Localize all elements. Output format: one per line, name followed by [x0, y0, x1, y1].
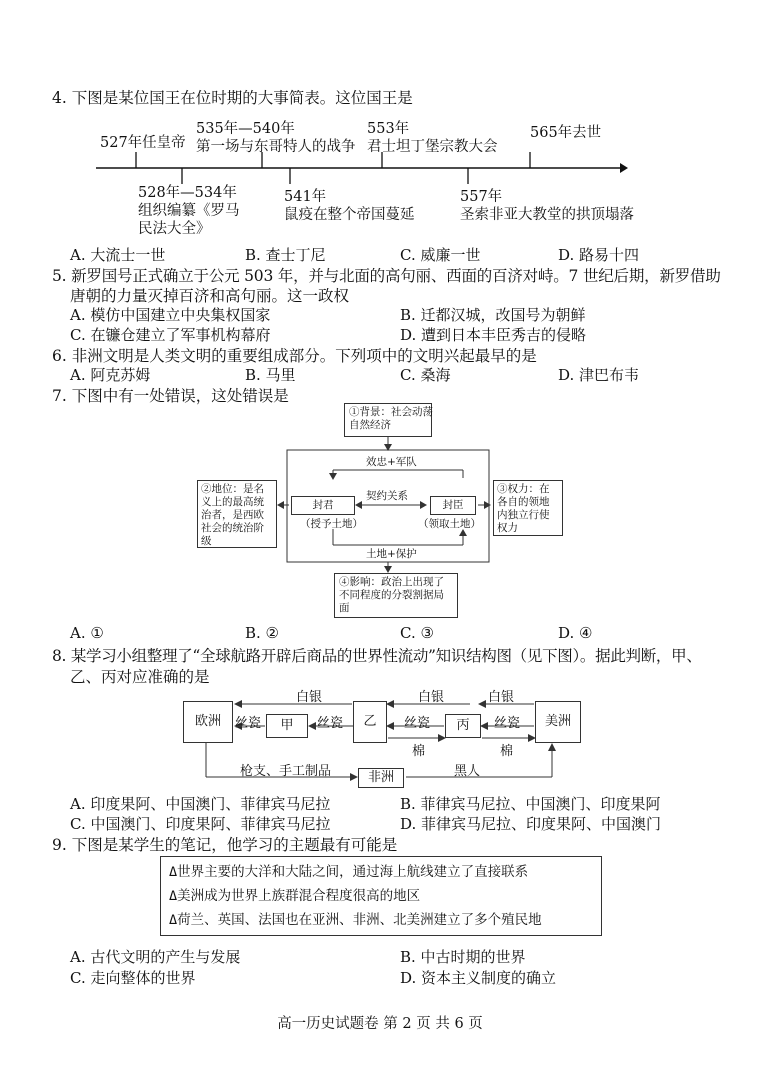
- q6-stem: 6. 非洲文明是人类文明的重要组成部分。下列项中的文明兴起最早的是: [52, 347, 537, 365]
- q8-stem-line1: 8. 某学习小组整理了“全球航路开辟后商品的世界性流动”知识结构图（见下图）。据此判断，甲、: [52, 647, 702, 665]
- q9-note-1: Δ世界主要的大洋和大陆之间，通过海上航线建立了直接联系: [169, 864, 529, 880]
- q4-option-c[interactable]: C. 威廉一世: [400, 246, 481, 264]
- label-cotton-1: 棉: [412, 744, 426, 759]
- q5-option-b[interactable]: B. 迁都汉城，改国号为朝鲜: [400, 306, 586, 324]
- label-silver-1: 白银: [296, 690, 323, 705]
- event-528: 528年—534年 组织编纂《罗马 民法大全》: [138, 185, 240, 237]
- q7-option-b[interactable]: B. ②: [245, 624, 280, 642]
- q4-stem: 4. 下图是某位国王在位时期的大事简表。这位国王是: [52, 89, 413, 107]
- label-land: 土地+保护: [366, 548, 417, 560]
- event-565: 565年去世: [530, 125, 602, 141]
- q9-notes-box: [160, 856, 602, 936]
- q4-option-a[interactable]: A. 大流士一世: [70, 246, 166, 264]
- node-america: 美洲: [535, 701, 581, 743]
- q7-option-c[interactable]: C. ③: [400, 624, 434, 642]
- label-lord-sub: （授予土地）: [300, 518, 363, 530]
- node-vassal: 封臣: [430, 496, 476, 515]
- q8-stem-line2: 乙、丙对应准确的是: [70, 668, 210, 686]
- q8-option-b[interactable]: B. 菲律宾马尼拉、中国澳门、印度果阿: [400, 795, 661, 813]
- node-africa: 非洲: [358, 768, 404, 788]
- q4-option-b[interactable]: B. 查士丁尼: [245, 246, 326, 264]
- node-lord: 封君: [291, 496, 355, 515]
- label-cotton-2: 棉: [500, 744, 514, 759]
- label-contract: 契约关系: [366, 490, 408, 502]
- q9-option-a[interactable]: A. 古代文明的产生与发展: [70, 948, 241, 966]
- q9-option-d[interactable]: D. 资本主义制度的确立: [400, 969, 557, 987]
- q8-option-a[interactable]: A. 印度果阿、中国澳门、菲律宾马尼拉: [70, 795, 331, 813]
- label-guns: 枪支、手工制品: [240, 764, 332, 779]
- label-porcelain-4: 丝瓷: [494, 716, 521, 731]
- q7-stem: 7. 下图中有一处错误，这处错误是: [52, 387, 289, 405]
- q9-note-3: Δ荷兰、英国、法国也在亚洲、非洲、北美洲建立了多个殖民地: [169, 912, 542, 928]
- label-slaves: 黑人: [454, 764, 481, 779]
- q9-note-2: Δ美洲成为世界上族群混合程度很高的地区: [169, 888, 421, 904]
- q5-option-a[interactable]: A. 模仿中国建立中央集权国家: [70, 306, 271, 324]
- label-silver-3: 白银: [488, 690, 515, 705]
- label-vassal-sub: （领取土地）: [418, 518, 481, 530]
- q5-stem-line2: 唐朝的力量灭掉百济和高句丽。这一政权: [70, 287, 350, 305]
- q9-option-c[interactable]: C. 走向整体的世界: [70, 969, 196, 987]
- q7-option-d[interactable]: D. ④: [558, 624, 593, 642]
- q6-option-a[interactable]: A. 阿克苏姆: [70, 366, 151, 384]
- q6-option-b[interactable]: B. 马里: [245, 366, 296, 384]
- q8-option-d[interactable]: D. 菲律宾马尼拉、印度果阿、中国澳门: [400, 815, 662, 833]
- page-footer: 高一历史试题卷 第 2 页 共 6 页: [277, 1016, 483, 1032]
- q9-option-b[interactable]: B. 中古时期的世界: [400, 948, 526, 966]
- q6-option-c[interactable]: C. 桑海: [400, 366, 451, 384]
- event-541: 541年 鼠疫在整个帝国蔓延: [284, 189, 415, 223]
- q4-option-d[interactable]: D. 路易十四: [558, 246, 640, 264]
- node-bing: 丙: [445, 714, 481, 738]
- q5-option-d[interactable]: D. 遭到日本丰臣秀吉的侵略: [400, 326, 587, 344]
- label-porcelain-2: 丝瓷: [317, 716, 344, 731]
- label-porcelain-3: 丝瓷: [404, 716, 431, 731]
- q5-option-c[interactable]: C. 在镰仓建立了军事机构幕府: [70, 326, 271, 344]
- q8-option-c[interactable]: C. 中国澳门、印度果阿、菲律宾马尼拉: [70, 815, 331, 833]
- label-loyalty: 效忠+军队: [366, 456, 417, 468]
- node-europe: 欧洲: [183, 701, 233, 743]
- q7-option-a[interactable]: A. ①: [70, 624, 104, 642]
- label-silver-2: 白银: [418, 690, 445, 705]
- node-background: ①背景：社会动荡 自然经济: [344, 403, 432, 437]
- node-status: ②地位：是名 义上的最高统 治者，是西欧 社会的统治阶 级: [197, 480, 277, 548]
- label-porcelain-1: 丝瓷: [235, 716, 262, 731]
- event-557: 557年 圣索非亚大教堂的拱顶塌落: [460, 189, 634, 223]
- q6-option-d[interactable]: D. 津巴布韦: [558, 366, 640, 384]
- event-527: 527年任皇帝: [100, 135, 186, 151]
- node-yi: 乙: [353, 701, 387, 743]
- node-impact: ④影响：政治上出现了 不同程度的分裂割据局 面: [334, 573, 458, 618]
- node-power: ③权力：在 各自的领地 内独立行使 权力: [493, 480, 563, 536]
- q9-stem: 9. 下图是某学生的笔记，他学习的主题最有可能是: [52, 836, 398, 854]
- event-553: 553年 君士坦丁堡宗教大会: [367, 121, 498, 155]
- node-jia: 甲: [266, 714, 308, 738]
- event-535: 535年—540年 第一场与东哥特人的战争: [196, 121, 356, 155]
- q5-stem-line1: 5. 新罗国号正式确立于公元 503 年，并与北面的高句丽、西面的百济对峙。7 世纪后期，新罗借助: [52, 267, 721, 285]
